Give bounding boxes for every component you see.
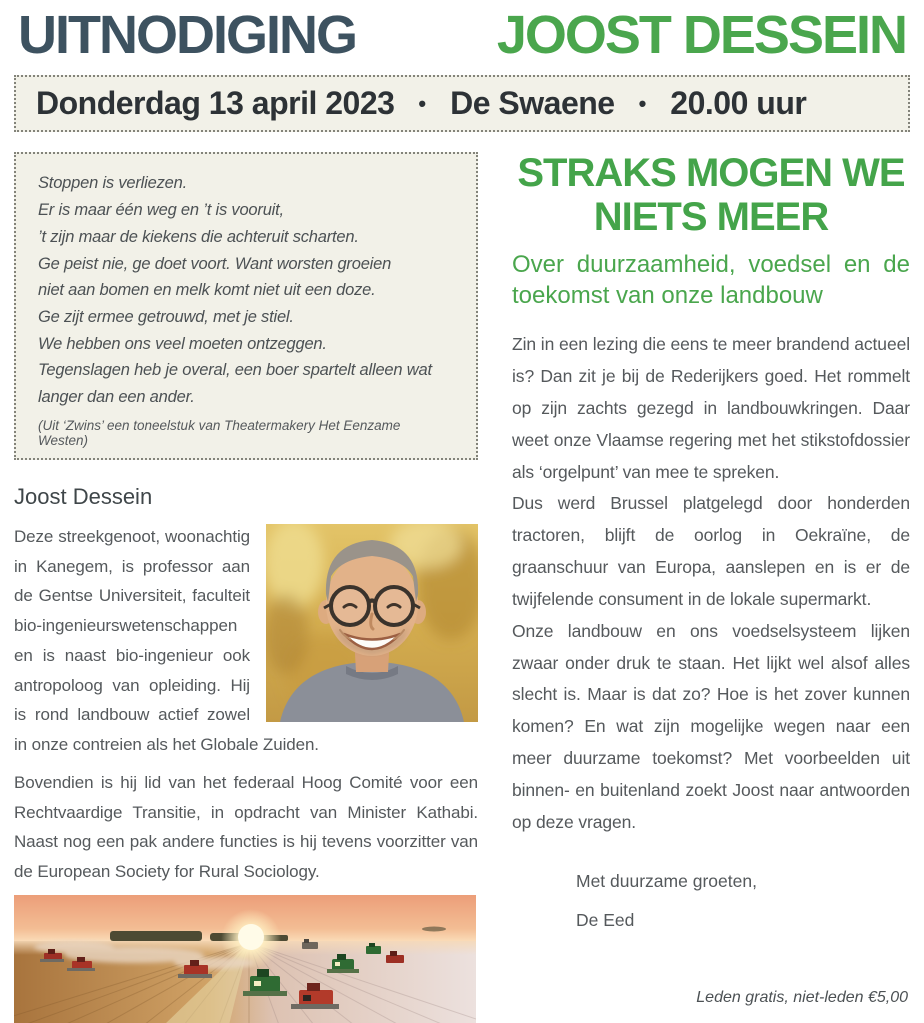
portrait-photo-illustration — [266, 524, 478, 722]
quote-line: ’t zijn maar de kiekens die achteruit scharten. — [38, 227, 359, 246]
talk-paragraph: Zin in een lezing die eens te meer brandend actueel is? Dan zit je bij de Rederijkers goed. Het rommelt op zijn zachts gezegd in landbouwkringen. Daar weet onze Vlaamse regering met het stikstofdossier als ‘orgelpunt’ van mee te spreken. — [512, 334, 910, 482]
quote-line: We hebben ons veel moeten ontzeggen. — [38, 334, 327, 353]
bio-heading: Joost Dessein — [14, 483, 153, 509]
quote-line: Ge zijt ermee getrouwd, met je stiel. — [38, 307, 294, 326]
closing-block — [512, 871, 910, 931]
quote-line: Stoppen is verliezen. — [38, 174, 187, 193]
quote-attribution: (Uit ‘Zwins’ een toneelstuk van Theatermakery Het Eenzame Westen) — [38, 417, 401, 448]
event-venue: De Swaene — [450, 85, 615, 122]
quote-box — [14, 152, 478, 459]
event-time: 20.00 uur — [670, 85, 807, 122]
content-columns — [14, 152, 910, 1009]
page-title: UITNODIGING — [18, 5, 356, 65]
event-banner — [14, 75, 910, 132]
bullet-separator: • — [418, 91, 427, 117]
quote-line: Er is maar één weg en ’t is vooruit, — [38, 201, 284, 220]
bullet-separator: • — [638, 91, 647, 117]
price-note: Leden gratis, niet-leden €5,00 — [696, 989, 908, 1006]
left-column — [14, 152, 478, 1009]
bio-paragraph — [14, 522, 478, 760]
right-column — [512, 152, 910, 1009]
portrait-photo — [266, 524, 478, 722]
talk-subtitle: Over duurzaamheid, voedsel en de toekomst van onze landbouw — [512, 250, 910, 309]
masthead — [14, 6, 910, 65]
event-date: Donderdag 13 april 2023 — [36, 85, 395, 122]
quote-line: niet aan bomen en melk komt niet uit een doze. — [38, 281, 376, 300]
talk-paragraph: Dus werd Brussel platgelegd door honderden tractoren, blijft de oorlog in Oekraïne, de graanschuur van Europa, aanslepen en is er de twijfelende consument in de lokale supermarkt. — [512, 493, 910, 609]
quote-line: langer dan een ander. — [38, 388, 195, 407]
talk-title-line2: NIETS MEER — [593, 194, 829, 239]
bio-paragraph-text: Deze streekgenoot, woonachtig in Kanegem, is professor aan de Gentse Universiteit, faculteit bio-ingenieurswetenschappen en is naast bio-ingenieur ook antropoloog van opleiding. Hij is rond landbouw actief zowel in onze contreien als het Globale Zuiden. — [14, 526, 319, 755]
harvest-photo-illustration — [14, 895, 476, 1023]
closing-greeting: Met duurzame groeten, — [576, 870, 757, 891]
speaker-name-title: JOOST DESSEIN — [496, 5, 906, 65]
quote-line: Ge peist nie, ge doet voort. Want worsten groeien — [38, 254, 392, 273]
bio-paragraph: Bovendien is hij lid van het federaal Hoog Comité voor een Rechtvaardige Transitie, in opdracht van Minister Kathabi. Naast nog een pak andere functies is hij tevens voorzitter van de European Society for Rural Sociology. — [14, 772, 478, 882]
talk-title-line1: STRAKS MOGEN WE — [517, 151, 905, 196]
talk-paragraph: Onze landbouw en ons voedselsysteem lijken zwaar onder druk te staan. Het lijkt wel alsof alles slecht is. Maar is dat zo? Hoe is het zover kunnen komen? En wat zijn mogelijke wegen naar een meer duurzame toekomst? Met voorbeelden uit binnen- en buitenland zoekt Joost naar antwoorden op deze vragen. — [512, 620, 910, 832]
harvest-photo — [14, 895, 478, 1023]
quote-line: Tegenslagen heb je overal, een boer spartelt alleen wat — [38, 361, 432, 380]
closing-signature: De Eed — [576, 909, 635, 930]
talk-title — [512, 152, 910, 238]
